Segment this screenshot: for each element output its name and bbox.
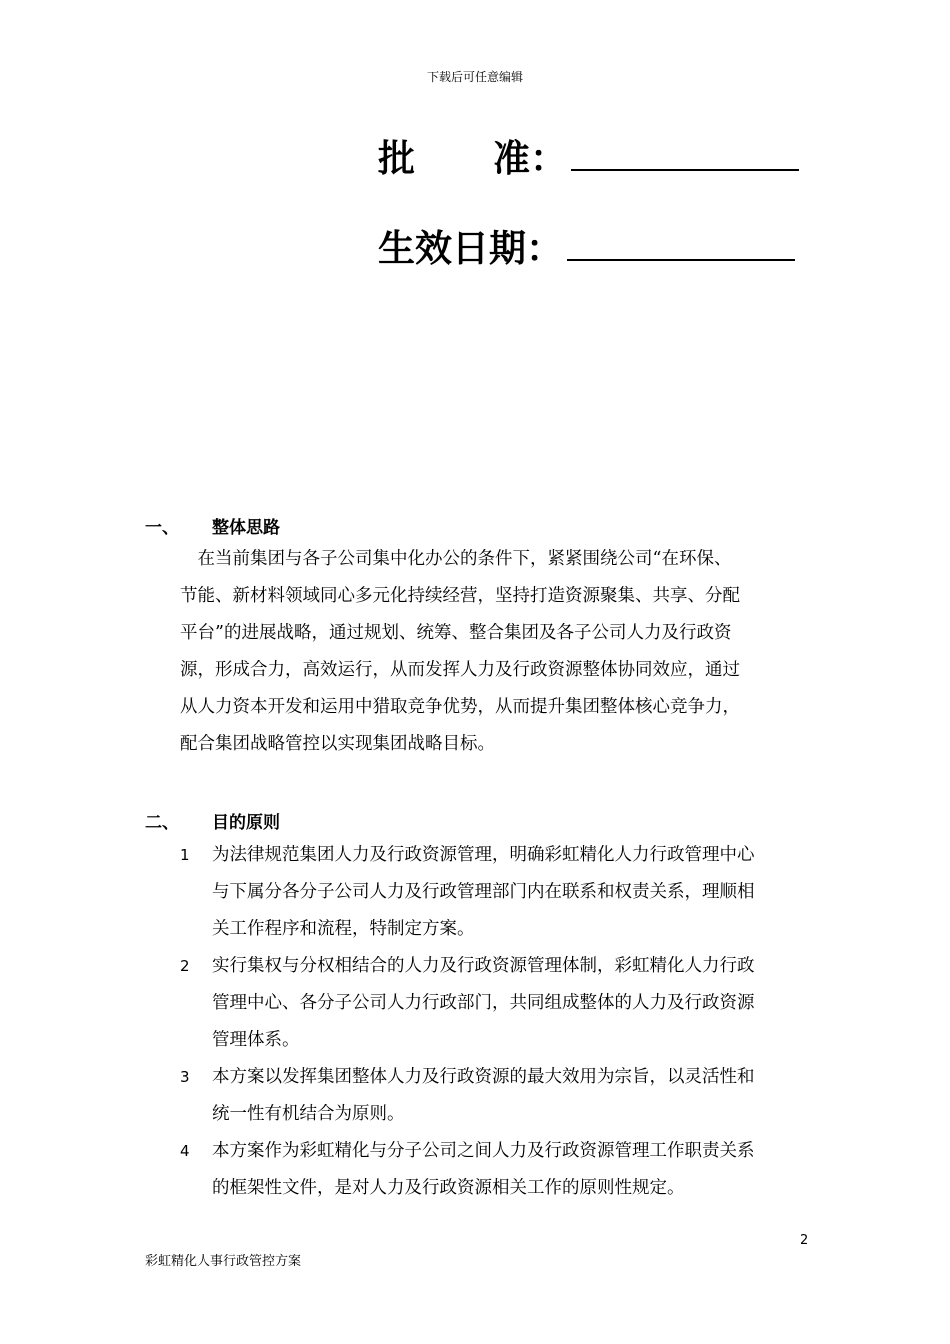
list-text: [212, 837, 812, 948]
list-line: 统一性有机结合为原则。: [212, 1104, 405, 1124]
list-text: [212, 1133, 812, 1207]
list-index: 3: [180, 1068, 190, 1086]
list-line: 实行集权与分权相结合的人力及行政资源管理体制，彩虹精化人力行政: [212, 956, 755, 976]
header-note: 下载后可任意编辑: [426, 70, 523, 84]
list-line: 管理中心、各分子公司人力行政部门，共同组成整体的人力及行政资源: [212, 993, 755, 1013]
page-number: 2: [800, 1233, 809, 1248]
paragraph-line: 源，形成合力，高效运行，从而发挥人力及行政资源整体协同效应，通过: [180, 660, 740, 680]
section-heading: 目的原则: [212, 813, 280, 833]
approve-line: [378, 128, 799, 188]
list-line: 为法律规范集团人力及行政资源管理，明确彩虹精化人力行政管理中心: [212, 845, 755, 865]
section-number: 二、: [145, 813, 179, 833]
section-heading: 整体思路: [212, 518, 280, 538]
list-text: [212, 1059, 812, 1133]
list-line: 管理体系。: [212, 1030, 300, 1050]
list-index: 1: [180, 846, 190, 864]
paragraph-line: 从人力资本开发和运用中猎取竞争优势，从而提升集团整体核心竞争力，: [180, 697, 740, 717]
list-index: 2: [180, 957, 190, 975]
section-title-1: [145, 513, 280, 538]
section-number: 一、: [145, 518, 179, 538]
list-index: 4: [180, 1142, 190, 1160]
footer-doc-title: 彩虹精化人事行政管控方案: [145, 1254, 302, 1269]
approve-blank: [571, 139, 799, 171]
section-1-paragraph: [180, 541, 810, 763]
approve-label-b: 准：: [493, 137, 567, 180]
paragraph-line: 配合集团战略管控以实现集团战略目标。: [180, 734, 495, 754]
effective-date-label: 生效日期：: [378, 227, 563, 270]
list-line: 的框架性文件，是对人力及行政资源相关工作的原则性规定。: [212, 1178, 685, 1198]
section-title-2: [145, 808, 280, 833]
paragraph-line: 节能、新材料领域同心多元化持续经营，坚持打造资源聚集、共享、分配: [180, 586, 740, 606]
approve-label-a: 批: [378, 137, 415, 180]
list-line: 本方案以发挥集团整体人力及行政资源的最大效用为宗旨，以灵活性和: [212, 1067, 755, 1087]
paragraph-line: 在当前集团与各子公司集中化办公的条件下，紧紧围绕公司“在环保、: [180, 549, 732, 569]
list-text: [212, 948, 812, 1059]
paragraph-line: 平台”的进展战略，通过规划、统筹、整合集团及各子公司人力及行政资: [180, 623, 732, 643]
list-line: 与下属分各分子公司人力及行政管理部门内在联系和权责关系，理顺相: [212, 882, 755, 902]
list-line: 本方案作为彩虹精化与分子公司之间人力及行政资源管理工作职责关系: [212, 1141, 755, 1161]
effective-date-line: [378, 218, 795, 278]
effective-date-blank: [567, 229, 795, 261]
list-line: 关工作程序和流程，特制定方案。: [212, 919, 475, 939]
